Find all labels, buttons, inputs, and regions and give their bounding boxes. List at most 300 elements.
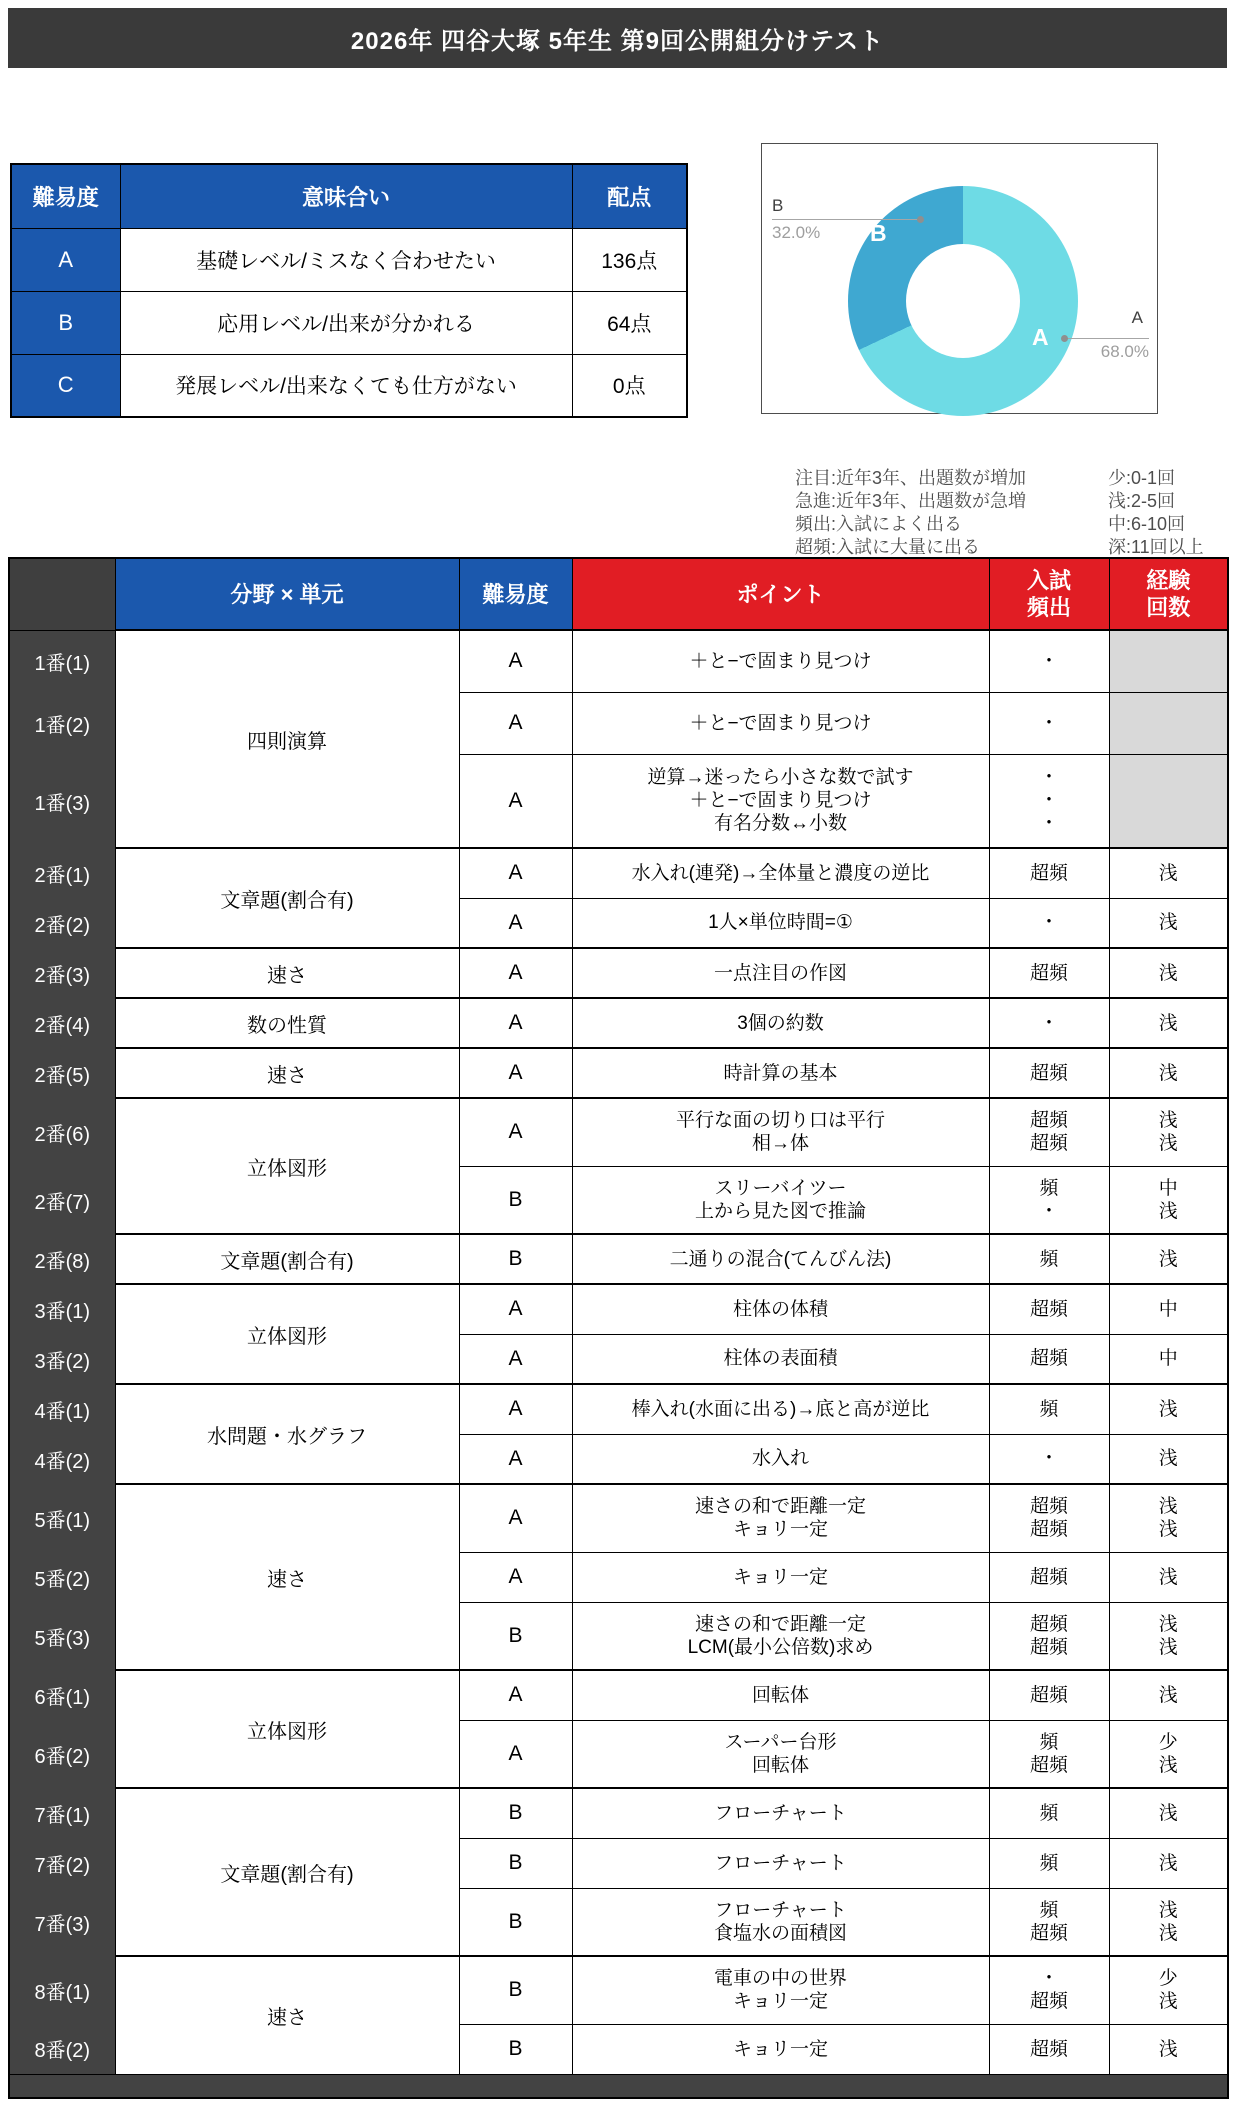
cell-line: 二通りの混合(てんびん法) — [669, 1248, 892, 1270]
field-cell: 数の性質 — [115, 998, 459, 1048]
point-cell — [572, 1552, 989, 1602]
experience-cell — [1109, 1956, 1228, 2024]
field-cell: 速さ — [115, 1048, 459, 1098]
difficulty-cell: A — [459, 1048, 572, 1098]
table-row — [9, 1098, 1228, 1166]
donut-hole — [906, 244, 1020, 358]
difficulty-cell: A — [459, 1284, 572, 1334]
field-cell: 文章題(割合有) — [115, 1234, 459, 1284]
frequency-cell — [989, 1384, 1109, 1434]
row-label-cell: 3番(2) — [9, 1334, 115, 1384]
header-experience — [1109, 558, 1228, 630]
row-label-cell: 2番(1) — [9, 848, 115, 898]
cell-line: 水入れ(連発)→全体量と濃度の逆比 — [631, 862, 930, 884]
table-footer-row — [9, 2074, 1228, 2098]
difficulty-cell: B — [459, 1234, 572, 1284]
experience-legend — [1108, 467, 1204, 559]
field-cell: 立体図形 — [115, 1670, 459, 1788]
experience-cell — [1109, 1434, 1228, 1484]
difficulty-cell: A — [459, 1720, 572, 1788]
cell-line: 中 — [1158, 1177, 1178, 1199]
cell-line: ・ — [1039, 790, 1059, 812]
difficulty-cell: B — [459, 1956, 572, 2024]
callout-line-b — [772, 219, 921, 220]
cell-line: 浅 — [1158, 1636, 1178, 1658]
cell-line: 浅 — [1158, 912, 1178, 934]
meaning-cell: 基礎レベル/ミスなく合わせたい — [120, 228, 572, 291]
row-label-cell: 4番(2) — [9, 1434, 115, 1484]
field-cell: 速さ — [115, 948, 459, 998]
cell-line: 少 — [1158, 1968, 1178, 1990]
field-cell: 文章題(割合有) — [115, 848, 459, 948]
difficulty-cell: B — [459, 2024, 572, 2074]
cell-line: 超頻 — [1029, 1298, 1068, 1320]
cell-line: 食塩水の面積図 — [713, 1922, 847, 1944]
frequency-cell — [989, 1788, 1109, 1838]
frequency-cell — [989, 1552, 1109, 1602]
cell-line: 超頻 — [1029, 1110, 1068, 1132]
cell-line: 浅 — [1158, 1802, 1178, 1824]
row-label-cell: 1番(3) — [9, 754, 115, 848]
cell-line: 浅 — [1158, 1613, 1178, 1635]
cell-line: ・ — [1039, 1012, 1059, 1034]
experience-cell — [1109, 1838, 1228, 1888]
cell-line: フローチャート — [714, 1899, 847, 1921]
row-label-cell: 7番(1) — [9, 1788, 115, 1838]
experience-cell — [1109, 1098, 1228, 1166]
experience-cell — [1109, 1334, 1228, 1384]
callout-label-b: B — [772, 196, 784, 215]
difficulty-cell: A — [459, 1484, 572, 1552]
cell-line: 超頻 — [1029, 962, 1068, 984]
difficulty-row-a — [11, 228, 687, 291]
point-cell — [572, 1484, 989, 1552]
point-cell — [572, 1602, 989, 1670]
cell-line: スーパー台形 — [724, 1731, 837, 1753]
difficulty-cell: A — [459, 692, 572, 754]
cell-line: 浅 — [1158, 1519, 1178, 1541]
difficulty-cell: A — [459, 898, 572, 948]
cell-line: 中 — [1158, 1348, 1178, 1370]
table-row — [9, 1788, 1228, 1838]
experience-cell — [1109, 1234, 1228, 1284]
experience-cell — [1109, 1384, 1228, 1434]
header-frequency-line2: 頻出 — [1026, 595, 1071, 620]
difficulty-header-row — [11, 164, 687, 228]
experience-cell — [1109, 692, 1228, 754]
frequency-cell — [989, 848, 1109, 898]
cell-line: 浅 — [1158, 1566, 1178, 1588]
cell-line: 超頻 — [1029, 1566, 1068, 1588]
cell-line: ＋と−で固まり見つけ — [689, 712, 872, 734]
difficulty-cell: A — [459, 754, 572, 848]
difficulty-table — [10, 163, 688, 418]
experience-cell — [1109, 1670, 1228, 1720]
cell-line: 超頻 — [1029, 1991, 1068, 2013]
callout-value-a: 68.0% — [1100, 342, 1149, 361]
table-row — [9, 848, 1228, 898]
cell-line: 超頻 — [1029, 1496, 1068, 1518]
level-cell: A — [11, 228, 120, 291]
point-cell — [572, 1334, 989, 1384]
row-label-cell: 2番(3) — [9, 948, 115, 998]
point-cell — [572, 898, 989, 948]
difficulty-header-meaning: 意味合い — [120, 164, 572, 228]
row-label-cell: 3番(1) — [9, 1284, 115, 1334]
frequency-cell — [989, 1334, 1109, 1384]
analysis-table — [8, 557, 1229, 2099]
cell-line: 浅 — [1158, 1062, 1178, 1084]
cell-line: 浅 — [1158, 1684, 1178, 1706]
frequency-cell — [989, 1234, 1109, 1284]
experience-cell — [1109, 898, 1228, 948]
field-cell: 速さ — [115, 1956, 459, 2074]
cell-line: ・ — [1039, 712, 1059, 734]
cell-line: 超頻 — [1029, 1133, 1068, 1155]
cell-line: 1人×単位時間=① — [708, 912, 853, 934]
row-label-cell: 5番(3) — [9, 1602, 115, 1670]
points-cell: 64点 — [572, 291, 687, 354]
header-experience-line2: 回数 — [1146, 595, 1191, 620]
frequency-cell — [989, 1284, 1109, 1334]
cell-line: 超頻 — [1029, 1613, 1068, 1635]
row-label-cell: 4番(1) — [9, 1384, 115, 1434]
analysis-header-row — [9, 558, 1228, 630]
cell-line: 平行な面の切り口は平行 — [675, 1110, 885, 1132]
difficulty-cell: A — [459, 1670, 572, 1720]
point-cell — [572, 1284, 989, 1334]
cell-line: 頻 — [1039, 1802, 1059, 1824]
cell-line: 浅 — [1158, 1448, 1178, 1470]
row-label-cell: 6番(1) — [9, 1670, 115, 1720]
frequency-legend-line: 頻出:入試によく出る — [795, 514, 963, 534]
cell-line: 超頻 — [1029, 1684, 1068, 1706]
cell-line: 頻 — [1039, 1398, 1059, 1420]
cell-line: 水入れ — [751, 1448, 809, 1470]
difficulty-cell: A — [459, 1552, 572, 1602]
experience-cell — [1109, 1048, 1228, 1098]
field-cell: 四則演算 — [115, 630, 459, 848]
header-point: ポイント — [572, 558, 989, 630]
meaning-cell: 応用レベル/出来が分かれる — [120, 291, 572, 354]
frequency-cell — [989, 1956, 1109, 2024]
difficulty-cell: B — [459, 1888, 572, 1956]
row-label-cell: 2番(6) — [9, 1098, 115, 1166]
table-row — [9, 1284, 1228, 1334]
cell-line: ・ — [1039, 767, 1059, 789]
experience-cell — [1109, 754, 1228, 848]
row-label-cell: 7番(2) — [9, 1838, 115, 1888]
frequency-cell — [989, 1166, 1109, 1234]
cell-line: 超頻 — [1029, 2038, 1068, 2060]
cell-line: キョリ一定 — [732, 1566, 828, 1588]
difficulty-cell: A — [459, 1384, 572, 1434]
point-cell — [572, 1720, 989, 1788]
field-cell: 速さ — [115, 1484, 459, 1670]
cell-line: フローチャート — [714, 1852, 847, 1874]
field-cell: 文章題(割合有) — [115, 1788, 459, 1956]
frequency-cell — [989, 630, 1109, 692]
cell-line: 時計算の基本 — [723, 1062, 838, 1084]
cell-line: 超頻 — [1029, 862, 1068, 884]
cell-line: ・ — [1039, 650, 1059, 672]
frequency-legend-line: 急進:近年3年、出題数が急増 — [795, 491, 1027, 511]
cell-line: LCM(最小公倍数)求め — [687, 1636, 874, 1658]
difficulty-cell: A — [459, 848, 572, 898]
frequency-cell — [989, 692, 1109, 754]
experience-legend-line: 浅:2-5回 — [1108, 491, 1176, 511]
point-cell — [572, 1098, 989, 1166]
cell-line: 上から見た図で推論 — [694, 1200, 866, 1222]
segment-label-b: B — [870, 220, 887, 246]
meaning-cell: 発展レベル/出来なくても仕方がない — [120, 354, 572, 417]
score-donut-chart — [761, 143, 1158, 414]
experience-cell — [1109, 948, 1228, 998]
difficulty-cell: A — [459, 630, 572, 692]
frequency-cell — [989, 1048, 1109, 1098]
frequency-cell — [989, 898, 1109, 948]
experience-cell — [1109, 1484, 1228, 1552]
cell-line: フローチャート — [714, 1802, 847, 1824]
header-field: 分野 × 単元 — [115, 558, 459, 630]
cell-line: 浅 — [1158, 1852, 1178, 1874]
row-label-cell: 7番(3) — [9, 1888, 115, 1956]
header-frequency — [989, 558, 1109, 630]
table-row — [9, 1384, 1228, 1434]
row-label-cell: 1番(2) — [9, 692, 115, 754]
cell-line: 頻 — [1039, 1177, 1059, 1199]
difficulty-row-c — [11, 354, 687, 417]
difficulty-cell: A — [459, 1334, 572, 1384]
table-row — [9, 1234, 1228, 1284]
difficulty-cell: A — [459, 1434, 572, 1484]
cell-line: ・ — [1039, 1448, 1059, 1470]
frequency-cell — [989, 1720, 1109, 1788]
point-cell — [572, 948, 989, 998]
footer-bar — [9, 2074, 1228, 2098]
row-label-cell: 5番(1) — [9, 1484, 115, 1552]
experience-cell — [1109, 1720, 1228, 1788]
point-cell — [572, 1048, 989, 1098]
cell-line: 超頻 — [1029, 1348, 1068, 1370]
row-label-cell: 6番(2) — [9, 1720, 115, 1788]
row-label-cell: 2番(4) — [9, 998, 115, 1048]
cell-line: ・ — [1039, 813, 1059, 835]
cell-line: ＋と−で固まり見つけ — [689, 650, 872, 672]
cell-line: キョリ一定 — [732, 2038, 828, 2060]
level-cell: C — [11, 354, 120, 417]
point-cell — [572, 1670, 989, 1720]
point-cell — [572, 1234, 989, 1284]
table-row — [9, 1048, 1228, 1098]
cell-line: 一点注目の作図 — [713, 962, 847, 984]
table-row — [9, 630, 1228, 692]
header-frequency-line1: 入試 — [1026, 568, 1071, 593]
callout-line-a — [1064, 338, 1149, 339]
row-label-cell: 2番(8) — [9, 1234, 115, 1284]
cell-line: 相→体 — [751, 1133, 809, 1155]
difficulty-cell: B — [459, 1602, 572, 1670]
point-cell — [572, 754, 989, 848]
cell-line: 浅 — [1158, 862, 1178, 884]
field-cell: 立体図形 — [115, 1284, 459, 1384]
cell-line: 浅 — [1158, 1398, 1178, 1420]
cell-line: 浅 — [1158, 1496, 1178, 1518]
cell-line: 浅 — [1158, 1133, 1178, 1155]
corner-cell — [9, 558, 115, 630]
cell-line: 超頻 — [1029, 1754, 1068, 1776]
difficulty-cell: B — [459, 1166, 572, 1234]
cell-line: キョリ一定 — [732, 1991, 828, 2013]
point-cell — [572, 1434, 989, 1484]
point-cell — [572, 1888, 989, 1956]
experience-cell — [1109, 1166, 1228, 1234]
experience-cell — [1109, 1888, 1228, 1956]
difficulty-cell: B — [459, 1788, 572, 1838]
header-difficulty: 難易度 — [459, 558, 572, 630]
frequency-cell — [989, 1838, 1109, 1888]
experience-cell — [1109, 1602, 1228, 1670]
frequency-cell — [989, 754, 1109, 848]
frequency-cell — [989, 1670, 1109, 1720]
frequency-legend-line: 注目:近年3年、出題数が増加 — [795, 468, 1027, 488]
point-cell — [572, 848, 989, 898]
difficulty-row-b — [11, 291, 687, 354]
cell-line: 3個の約数 — [737, 1012, 824, 1034]
cell-line: 浅 — [1158, 1754, 1178, 1776]
cell-line: 超頻 — [1029, 1922, 1068, 1944]
cell-line: 浅 — [1158, 1012, 1178, 1034]
cell-line: 浅 — [1158, 1200, 1178, 1222]
cell-line: ＋と−で固まり見つけ — [689, 790, 872, 812]
experience-legend-line: 深:11回以上 — [1108, 537, 1204, 557]
row-label-cell: 2番(2) — [9, 898, 115, 948]
cell-line: 回転体 — [751, 1684, 809, 1706]
cell-line: 少 — [1158, 1731, 1178, 1753]
frequency-cell — [989, 2024, 1109, 2074]
frequency-cell — [989, 1434, 1109, 1484]
experience-cell — [1109, 1284, 1228, 1334]
level-cell: B — [11, 291, 120, 354]
row-label-cell: 5番(2) — [9, 1552, 115, 1602]
point-cell — [572, 1788, 989, 1838]
row-label-cell: 8番(1) — [9, 1956, 115, 2024]
points-cell: 136点 — [572, 228, 687, 291]
frequency-cell — [989, 1602, 1109, 1670]
experience-cell — [1109, 630, 1228, 692]
point-cell — [572, 630, 989, 692]
page-title: 2026年 四谷大塚 5年生 第9回公開組分けテスト — [8, 8, 1227, 68]
experience-cell — [1109, 2024, 1228, 2074]
cell-line: 逆算→迷ったら小さな数で試す — [647, 767, 914, 789]
points-cell: 0点 — [572, 354, 687, 417]
cell-line: 浅 — [1158, 1899, 1178, 1921]
cell-line: 超頻 — [1029, 1062, 1068, 1084]
cell-line: 浅 — [1158, 962, 1178, 984]
frequency-cell — [989, 948, 1109, 998]
row-label-cell: 8番(2) — [9, 2024, 115, 2074]
field-cell: 水問題・水グラフ — [115, 1384, 459, 1484]
point-cell — [572, 1384, 989, 1434]
callout-label-a: A — [1131, 308, 1143, 327]
cell-line: ・ — [1039, 912, 1059, 934]
row-label-cell: 2番(5) — [9, 1048, 115, 1098]
cell-line: 浅 — [1158, 1110, 1178, 1132]
experience-cell — [1109, 1552, 1228, 1602]
table-row — [9, 1670, 1228, 1720]
frequency-legend-line: 超頻:入試に大量に出る — [795, 537, 980, 557]
cell-line: ・ — [1039, 1200, 1059, 1222]
experience-cell — [1109, 998, 1228, 1048]
point-cell — [572, 692, 989, 754]
experience-legend-line: 少:0-1回 — [1108, 468, 1176, 488]
frequency-cell — [989, 1484, 1109, 1552]
callout-value-b: 32.0% — [772, 223, 821, 242]
cell-line: 頻 — [1039, 1899, 1059, 1921]
cell-line: 電車の中の世界 — [713, 1968, 847, 1990]
cell-line: 浅 — [1158, 1991, 1178, 2013]
segment-label-a: A — [1032, 324, 1049, 350]
difficulty-cell: A — [459, 948, 572, 998]
point-cell — [572, 1166, 989, 1234]
difficulty-cell: A — [459, 998, 572, 1048]
point-cell — [572, 2024, 989, 2074]
frequency-cell — [989, 1098, 1109, 1166]
table-row — [9, 1484, 1228, 1552]
cell-line: 頻 — [1039, 1248, 1059, 1270]
table-row — [9, 948, 1228, 998]
point-cell — [572, 998, 989, 1048]
difficulty-cell: A — [459, 1098, 572, 1166]
cell-line: 速さの和で距離一定 — [694, 1613, 866, 1635]
cell-line: 有名分数↔小数 — [713, 813, 847, 835]
cell-line: 浅 — [1158, 2038, 1178, 2060]
cell-line: 浅 — [1158, 1248, 1178, 1270]
table-row — [9, 1956, 1228, 2024]
cell-line: 柱体の体積 — [732, 1298, 828, 1320]
cell-line: 頻 — [1039, 1731, 1059, 1753]
field-cell: 立体図形 — [115, 1098, 459, 1234]
frequency-cell — [989, 998, 1109, 1048]
difficulty-header-points: 配点 — [572, 164, 687, 228]
frequency-cell — [989, 1888, 1109, 1956]
point-cell — [572, 1838, 989, 1888]
row-label-cell: 2番(7) — [9, 1166, 115, 1234]
experience-cell — [1109, 1788, 1228, 1838]
cell-line: キョリ一定 — [732, 1519, 828, 1541]
cell-line: 頻 — [1039, 1852, 1059, 1874]
cell-line: 速さの和で距離一定 — [694, 1496, 866, 1518]
cell-line: 柱体の表面積 — [723, 1348, 838, 1370]
table-row — [9, 998, 1228, 1048]
cell-line: 回転体 — [751, 1754, 809, 1776]
experience-legend-line: 中:6-10回 — [1108, 514, 1186, 534]
cell-line: スリーバイツー — [714, 1177, 847, 1199]
difficulty-header-level: 難易度 — [11, 164, 120, 228]
experience-cell — [1109, 848, 1228, 898]
cell-line: 浅 — [1158, 1922, 1178, 1944]
row-label-cell: 1番(1) — [9, 630, 115, 692]
frequency-legend — [795, 467, 1026, 559]
header-experience-line1: 経験 — [1146, 568, 1191, 593]
cell-line: ・ — [1039, 1968, 1059, 1990]
cell-line: 超頻 — [1029, 1636, 1068, 1658]
cell-line: 中 — [1158, 1298, 1178, 1320]
cell-line: 超頻 — [1029, 1519, 1068, 1541]
point-cell — [572, 1956, 989, 2024]
cell-line: 棒入れ(水面に出る)→底と高が逆比 — [631, 1398, 930, 1420]
difficulty-cell: B — [459, 1838, 572, 1888]
